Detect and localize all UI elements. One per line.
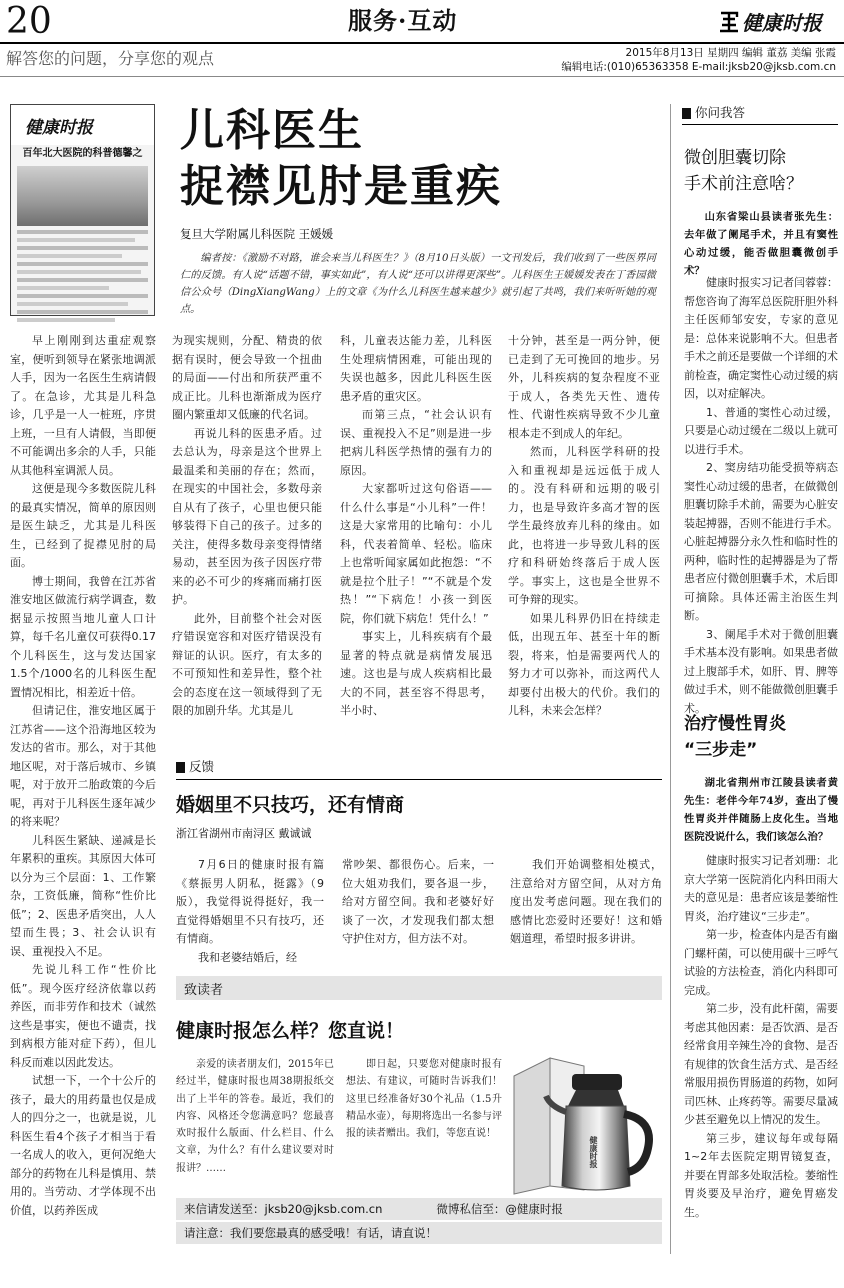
paragraph: 事实上，儿科疾病有个最显著的特点就是病情发展迅速。这也是与成人疾病相比最大的不同，甚至容不得思考，半小时、 (340, 630, 492, 717)
send-to-bar (176, 1198, 662, 1220)
article-title-line1: 儿科医生 (180, 105, 364, 156)
weibo-prefix: 微博私信至： (436, 1202, 506, 1216)
readers-label-text: 致读者 (184, 982, 224, 998)
paragraph: 健康时报实习记者闫蓉蓉：帮您咨询了海军总医院肝胆外科主任医师邹安安，专家的意见是：总体来说影响不大。但患者手术之前还是要做一个详细的术前检查，确定窦性心动过缓的病因，以对症解决。 (684, 276, 838, 400)
paragraph: 此外，目前整个社会对医疗错误宽容和对医疗错误没有辩证的认识。医疗，有太多的不可预知性和差异性，整个社会的态度在这一领域得到了无限的加剧升华。尤其是儿 (172, 611, 322, 717)
front-page-thumbnail (10, 104, 155, 316)
readers-col-2: 即日起，只要您对健康时报有想法、有建议，可随时告诉我们！这里已经准备好30个礼品（1.5升精品水壶），每期将选出一名参与评报的读者赠出。我们，等您直说！ (346, 1059, 502, 1140)
paragraph: 第二步，没有此杆菌，需要考虑其他因素：是否饮酒、是否经常食用辛辣生冷的食物、是否有规律的饮食生活方式、是否经常服用损伤胃肠道的药物，如阿司匹林、止疼药等。需要尽量减少甚至避免以上情况的发生。 (684, 1002, 838, 1126)
kettle-label: 健康时报 (589, 1136, 598, 1168)
notice-bar (176, 1222, 662, 1244)
notice-text: 请注意：我们要您最真的感受哦！有话，请直说！ (184, 1226, 437, 1240)
paragraph: 博士期间，我曾在江苏省淮安地区做流行病学调查，数据显示按照当地儿童人口计算，每千名儿童仅可获得0.17个儿科医生，这与发达国家1.5个/1000名的儿科医生配置情况相比，相差近十倍。 (10, 574, 156, 699)
thumbnail-masthead (11, 105, 154, 145)
qa-divider (670, 104, 671, 1254)
editor-note: 编者按：《激励不对路，谁会来当儿科医生？》（8月10日头版）一文刊发后，我们收到了一些医界同仁的反馈。有人说“话题不错，事实如此”，有人说“还可以讲得更深些”。儿科医生王媛媛发表在丁香园微信公众号（DingXiangWang）上的文章《为什么儿科医生越来越少》就引起了共鸣，我们来听听她的观点。 (180, 253, 656, 315)
send-to-prefix: 来信请发送至： (184, 1202, 265, 1216)
paragraph: 十分钟，甚至是一两分钟，便已走到了无可挽回的地步。另外，儿科疾病的复杂程度不亚于成人，各类先天性、遗传性、代谢性疾病导致不少儿童根本走不到成人的年纪。 (508, 334, 660, 440)
kettle-gift-image (506, 1036, 660, 1196)
header-rule (0, 42, 844, 44)
paragraph: 我和老婆结婚后，经 (198, 950, 297, 964)
paragraph: 健康时报实习记者刘珊：北京大学第一医院消化内科田雨大夫的意见是：患者应该是萎缩性胃炎，治疗建议“三步走”。 (684, 854, 838, 923)
qa-q2-title-line2: “三步走” (684, 740, 758, 760)
feedback-col-1 (176, 856, 324, 966)
paragraph: 试想一下，一个十公斤的孩子，最大的用药量也仅是成人的四分之一，也就是说，儿科医生看4个孩子才相当于看一名成人的收入，更何况绝大部分的药物在儿科是慎用、禁用的。当劳动、才学体现不出价值，以药养医成 (10, 1074, 156, 1217)
readers-title: 健康时报怎么样？您直说！ (176, 1020, 405, 1042)
qa-q2-answer (684, 852, 838, 1248)
logo-text: 健康时报 (742, 10, 822, 35)
paragraph: 然而，儿科医学科研的投入和重视却是远远低于成人的。没有科研和远期的吸引力，也是导致许多高才智的医学生最终放弃儿科的缘由。如此，也将进一步导致儿科的医疗和科研始终落后于成人医学。事实上，这也是全世界不可争辩的现实。 (508, 445, 660, 606)
logo-mark-icon (718, 9, 740, 33)
header-rule-bottom (0, 76, 844, 77)
paragraph: 早上刚刚到达重症观察室，便听到领导在紧张地调派人手，因为一名医生生病请假了。在急诊，尤其是儿科急诊，几乎是一人一桩班，序贯上班，一旦有人请假，当即便不可能调出多余的人手，只能从其他科室调派人员。 (10, 334, 156, 477)
feedback-col-3 (510, 856, 662, 966)
paragraph: 为现实规则，分配、精贵的依据有误时，便会导致一个扭曲的局面——付出和所获严重不成正比。儿科也渐渐成为医疗圈内繁重却又低廉的代名词。 (172, 334, 322, 421)
paragraph: 7月6日的健康时报有篇《蔡振男人阴私，挺露》（9版），我觉得说得挺好，我一直觉得婚姻里不只有技巧，还有情商。 (176, 858, 324, 945)
paragraph: 但请记住，淮安地区属于江苏省——这个沿海地区较为发达的省市。那么，对于其他地区呢，对于落后城市、乡镇呢，对于放开二胎政策的今后呢，再对于儿科医生逐年减少的将来呢？ (10, 704, 156, 828)
masthead-logo (718, 6, 822, 36)
qa-q2-question: 湖北省荆州市江陵县读者黄先生：老伴今年74岁，查出了慢性胃炎并伴随肠上皮化生。当地医院没说什么，我们该怎么治？ (684, 777, 838, 843)
qa-section-label (682, 104, 745, 122)
kettle-icon (506, 1036, 660, 1196)
feedback-rule (176, 779, 662, 780)
page-number: 20 (6, 1, 52, 42)
paragraph: 再说儿科的医患矛盾。过去总认为，母亲是这个世界上最温柔和美丽的存在；然而，在现实的中国社会，多数母亲自从有了孩子，心里也便只能够装得下自己的孩子。过多的关注，使得多数母亲变得情绪易动，甚至因为孩子因医疗带来的必不可少的疼痛而痛打医护。 (172, 426, 322, 606)
qa-q1-title-line1: 微创胆囊切除 (684, 148, 786, 168)
paragraph: 大家都听过这句俗语——什么什么事是“小儿科”一件！这是大家常用的比喻句：小儿科，代表着简单、轻松。临床上也常听闻家属如此抱怨：“不就是拉个肚子！”“不就是个发热！”“下病危！小孩一到医院，你们就下病危！凭什么！” (340, 482, 492, 625)
paragraph: 2、窦房结功能受损等病态窦性心动过缓的患者，在做微创胆囊切除手术前，需要为心脏安装起搏器，否则不能进行手术。心脏起搏器分永久性和临时性的两种，临时性的起搏器是为了帮患者应付微创胆囊手术，术后即可摘除。具体还需主治医生判断。 (684, 461, 838, 622)
feedback-section-label (176, 758, 214, 776)
thumbnail-text-block (17, 230, 148, 322)
feedback-col-2 (342, 856, 494, 966)
article-col-3 (340, 332, 492, 752)
paragraph: 我们开始调整相处模式，注意给对方留空间，从对方角度出发考虑问题。现在我们的感情比恋爱时还要好！这和婚姻道理，希望时报多讲讲。 (510, 858, 662, 945)
qa-q1-title-line2: 手术前注意啥？ (684, 174, 803, 194)
article-byline: 复旦大学附属儿科医院 王媛媛 (180, 227, 334, 241)
section-marker-icon (176, 762, 185, 773)
readers-label-bar (176, 976, 662, 1000)
paragraph: 常吵架、都很伤心。后来，一位大姐劝我们，要各退一步，给对方留空间。我和老婆好好谈了一次，才发现我们都太想守护住对方，但方法不对。 (342, 858, 494, 945)
paragraph: 科，儿童表达能力差，儿科医生处理病情困难，可能出现的失误也越多，因此儿科医生医患矛盾的重灾区。 (340, 334, 492, 403)
paragraph: 如果儿科界仍旧在持续走低，出现五年、甚至十年的断裂，将来，怕是需要两代人的努力才可以弥补，而这两代人却要付出极大的代价。我们的儿科，未来会怎样？ (508, 611, 660, 717)
section-marker-icon (682, 108, 691, 119)
paragraph: 这便是现今多数医院儿科的最真实情况，简单的原因则是医生缺乏，尤其是儿科医生，已经到了捉襟见肘的局面。 (10, 482, 156, 569)
paragraph: 1、普通的窦性心动过缓，只要是心动过缓在二级以上就可以进行手术。 (684, 405, 838, 456)
qa-q1-answer (684, 274, 838, 715)
article-col-4 (508, 332, 660, 752)
weibo-handle[interactable]: @健康时报 (505, 1202, 563, 1216)
tagline: 解答您的问题，分享您的观点 (6, 49, 215, 68)
paragraph: 而第三点，“社会认识有误、重视投入不足”则是进一步把病儿科医学热情的强有力的原因。 (340, 408, 492, 477)
feedback-label-text: 反馈 (189, 759, 215, 774)
article-col-1 (10, 332, 156, 1252)
paragraph: 第一步，检查体内是否有幽门螺杆菌，可以使用碳十三呼气试验的方法检查，消化内科即可完成。 (684, 928, 838, 997)
readers-email-link[interactable]: jksb20@jksb.com.cn (264, 1202, 383, 1216)
paragraph: 3、阑尾手术对于微创胆囊手术基本没有影响。如果患者做过上腹部手术，如肝、胃、脾等做过手术，则不能做微创胆囊手术。 (684, 627, 838, 715)
thumbnail-masthead-text: 健康时报 (25, 117, 93, 138)
qa-rule (682, 124, 838, 125)
article-title-line2: 捉襟见肘是重疾 (180, 161, 502, 212)
readers-col-1: 亲爱的读者朋友们，2015年已经过半，健康时报也周38期报纸交出了上半年的答卷。最近，我们的内容、风格还令您满意吗？您最喜欢时报什么版面、什么栏目、什么文章，为什么？有什么建议要对时报讲？…… (176, 1059, 334, 1174)
thumbnail-headline: 百年北大医院的科普德馨之 (22, 148, 143, 159)
article-col-2 (172, 332, 322, 752)
paragraph: 先说儿科工作“性价比低”。现今医疗经济依靠以药养医，而非劳作和技术（诚然这些是事实，便也不谴责，找到病根方能对症下药），但儿科反而难以因此发达。 (10, 963, 156, 1069)
qa-q2-title-line1: 治疗慢性胃炎 (684, 714, 786, 734)
edition-line: 2015年8月13日 星期四 编辑 董荔 美编 张霞 (625, 47, 836, 59)
thumbnail-photo (17, 166, 148, 226)
paragraph: 第三步，建议每年或每隔1~2年去医院定期胃镜复查，并要在胃部多处取活检。萎缩性胃炎要及早治疗，避免胃癌发生。 (684, 1131, 838, 1219)
paragraph: 儿科医生紧缺、递减是长年累积的重疾。其原因大体可以分为三个层面：1、工作繁杂，工资低廉，简称“性价比低”；2、医患矛盾突出，人人望而生畏；3、社会认识有误、重视投入不足。 (10, 833, 156, 958)
qa-q1-question: 山东省梁山县读者张先生：去年做了阑尾手术，并且有窦性心动过缓，能否做胆囊微创手术？ (684, 211, 838, 277)
section-title: 服务·互动 (348, 6, 458, 35)
contact-line: 编辑电话:(010)65363358 E-mail:jksb20@jksb.com.cn (561, 61, 836, 73)
qa-label-text: 你问我答 (695, 105, 746, 120)
feedback-title: 婚姻里不只技巧，还有情商 (176, 794, 405, 816)
feedback-byline: 浙江省湖州市南浔区 戴诚诚 (176, 827, 312, 840)
